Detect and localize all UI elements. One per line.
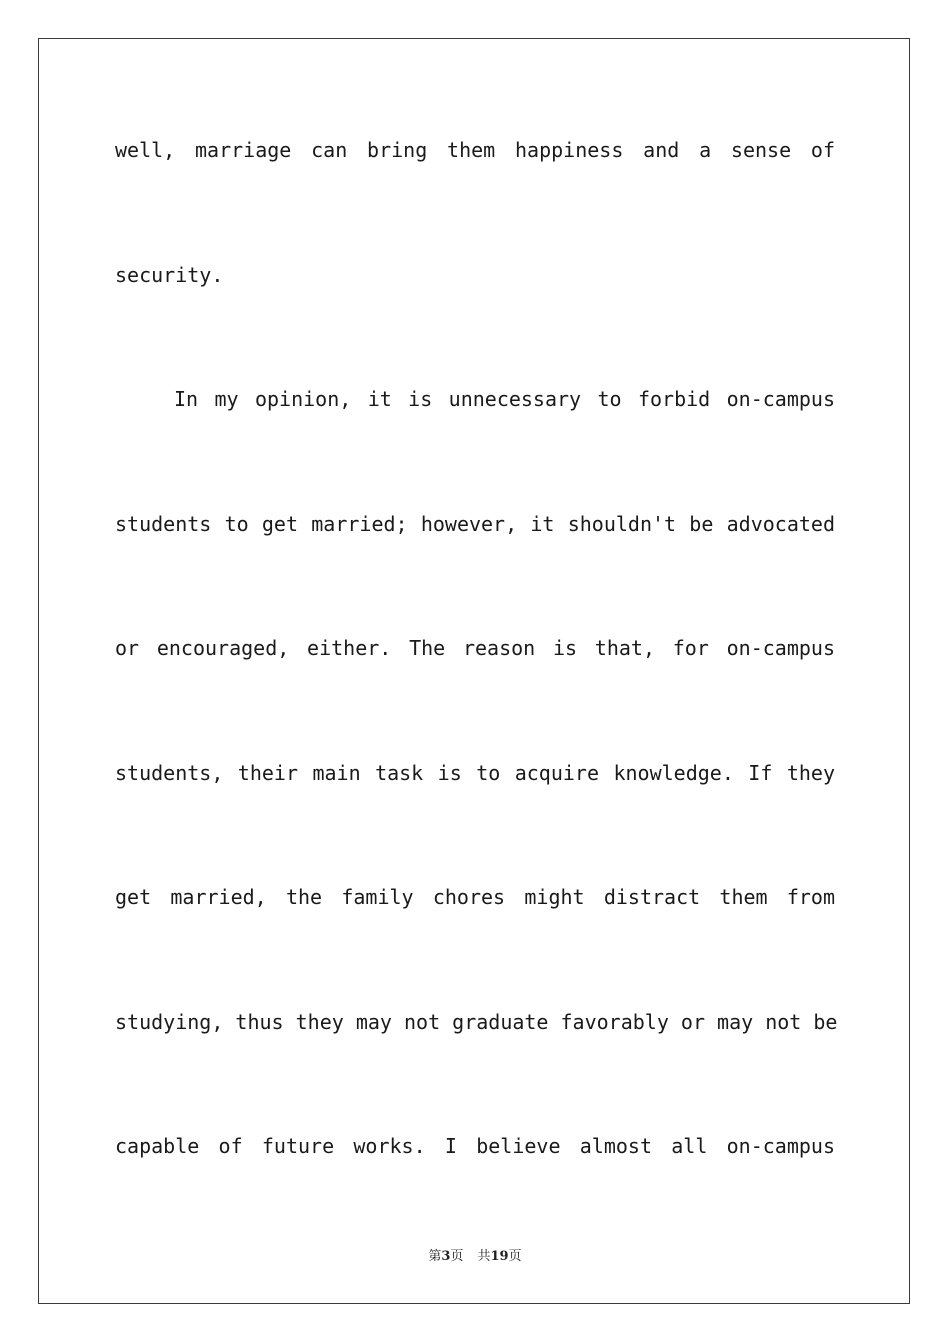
text-line-9: capable of future works. I believe almost all on-campus — [115, 1134, 835, 1158]
text-line-4: students to get married; however, it shouldn't be advocated — [115, 512, 835, 536]
page-number: 3 — [441, 1249, 451, 1264]
text-line-8: studying, thus they may not graduate favorably or may not be — [115, 1010, 838, 1034]
total-suffix: 页 — [508, 1249, 522, 1264]
page-prefix: 第 — [428, 1249, 442, 1264]
text-line-5: or encouraged, either. The reason is that, for on-campus — [115, 636, 835, 660]
text-line-6: students, their main task is to acquire knowledge. If they — [115, 761, 835, 785]
page-footer — [0, 1248, 950, 1266]
total-prefix: 共 — [477, 1249, 491, 1264]
total-pages: 19 — [490, 1249, 509, 1264]
paragraph-start-line: In my opinion, it is unnecessary to forbid on-campus — [174, 387, 835, 411]
text-line-1: well, marriage can bring them happiness and a sense of — [115, 138, 835, 162]
page-suffix: 页 — [450, 1249, 464, 1264]
page-frame — [38, 38, 910, 1304]
text-line-2: security. — [115, 263, 224, 287]
text-line-7: get married, the family chores might distract them from — [115, 885, 835, 909]
